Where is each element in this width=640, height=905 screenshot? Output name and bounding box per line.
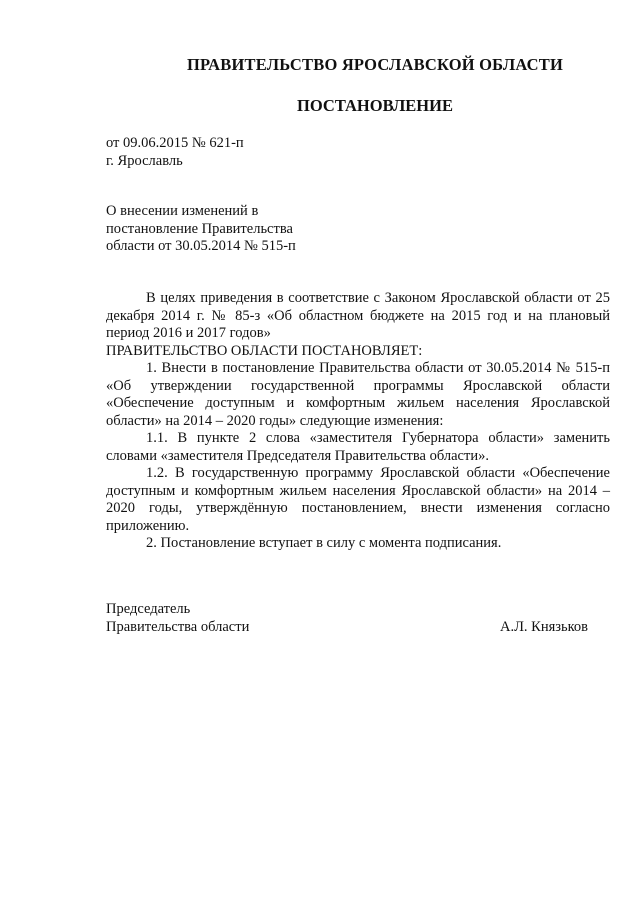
preamble-paragraph: В целях приведения в соответствие с Законом Ярославской области от 25 декабря 2014 г. № 85-з «Об областном бюджете на 2015 год и на плановый период 2016 и 2017 годов» [106,290,610,341]
signature-block [106,600,588,636]
document-meta [106,134,244,170]
item-1-2-paragraph: 1.2. В государственную программу Ярославской области «Обеспечение доступным и комфортным жильем населения Ярославской области» на 2014 – 2020 годы, утверждённую постановлением, внести изменения согласно приложению. [106,465,610,534]
item-1-1-paragraph: 1.1. В пункте 2 слова «заместителя Губернатора области» заменить словами «заместителя Председателя Правительства области». [106,430,610,464]
signer-position-line-2: Правительства области [106,619,250,635]
document-type: ПОСТАНОВЛЕНИЕ [297,96,453,115]
date-number: от 09.06.2015 № 621-п [106,135,244,151]
signer-name: А.Л. Князьков [499,619,588,635]
item-2-paragraph: 2. Постановление вступает в силу с момента подписания. [146,535,502,551]
signer-position-line-1: Председатель [106,601,191,617]
subject-line-3: области от 30.05.2014 № 515-п [106,238,296,254]
place: г. Ярославль [106,153,183,169]
subject-line-2: постановление Правительства [106,220,293,237]
subject-line-1: О внесении изменений в [106,203,259,219]
document-subject [106,203,346,256]
organization-title: ПРАВИТЕЛЬСТВО ЯРОСЛАВСКОЙ ОБЛАСТИ [186,55,564,74]
resolution-heading: ПРАВИТЕЛЬСТВО ОБЛАСТИ ПОСТАНОВЛЯЕТ: [106,342,423,359]
document-body [106,290,610,553]
signature-row [106,618,588,636]
item-1-paragraph: 1. Внести в постановление Правительства области от 30.05.2014 № 515-п «Об утверждении государственной программы Ярославской области «Обеспечение доступным и комфортным жильем населения Ярославской области» на 2014 – 2020 годы» следующие изменения: [106,360,610,429]
